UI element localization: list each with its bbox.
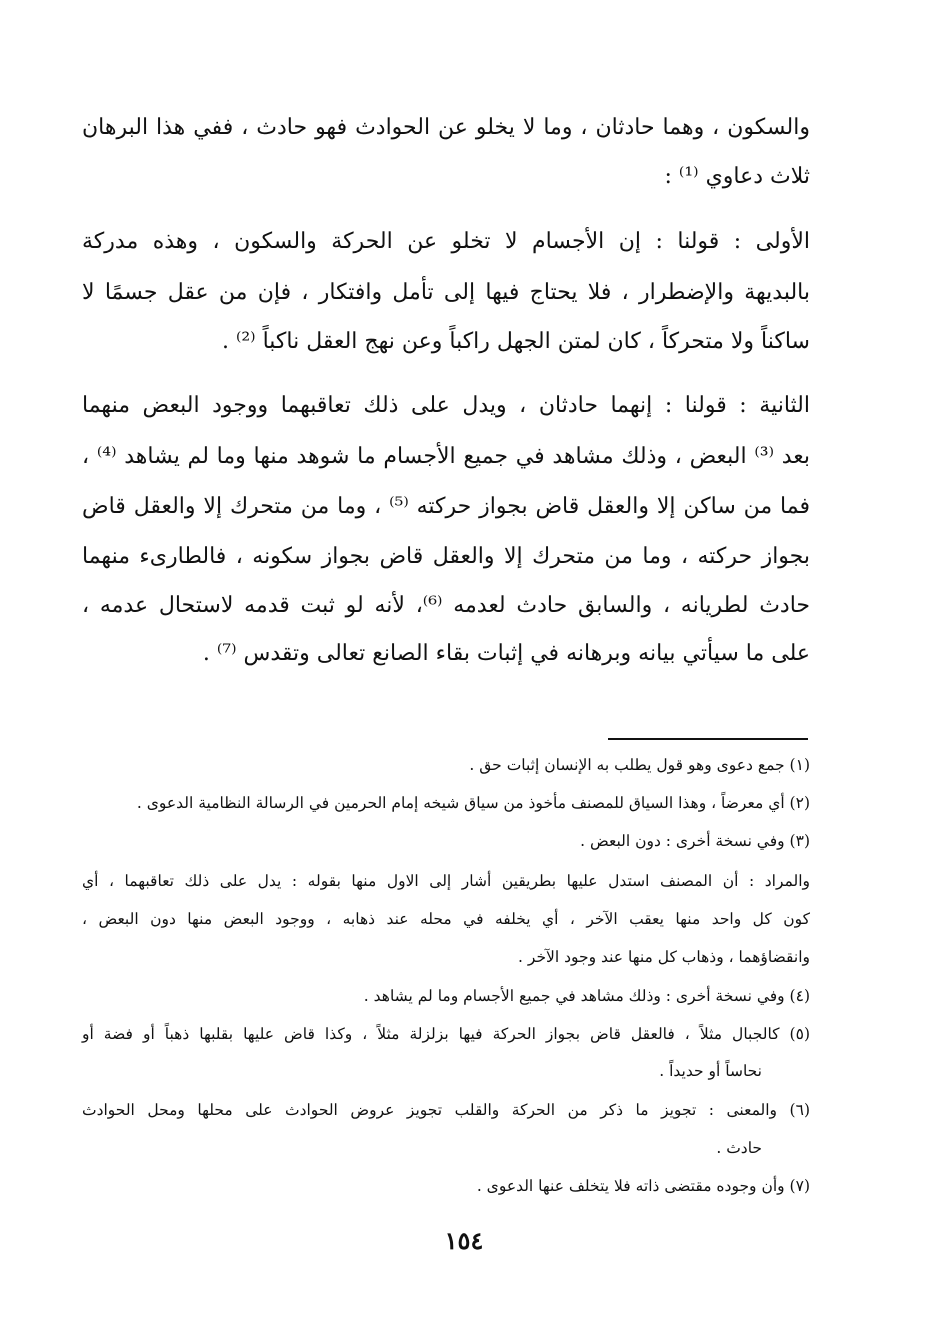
footnote-line: (٧) وأن وجوده مقتضى ذاته فلا يتخلف عنها الدعوى .	[476, 1177, 810, 1195]
text-line: ساكناً ولا متحركاً ، كان لمتن الجهل راكباً وعن نهج العقل ناكباً ⁽²⁾ .	[221, 329, 810, 354]
text-line: ثلاث دعاوي ⁽¹⁾ :	[664, 164, 810, 189]
footnote-line: وانقضاؤهما ، وذهاب كل منها عند وجود الآخر .	[518, 948, 810, 966]
main-text	[82, 0, 810, 700]
footnote-line: (١) جمع دعوى وهو قول يطلب به الإنسان إثبات حق .	[469, 756, 810, 774]
text-line: بعد ⁽³⁾ البعض ، وذلك مشاهد في جميع الأجسام ما شوهد منها وما لم يشاهد ⁽⁴⁾ ،	[82, 444, 811, 469]
footnote-line: نحاساً أو حديداً .	[659, 1062, 762, 1080]
footnote-line: حادث .	[716, 1139, 762, 1157]
footnote-line: (٤) وفي نسخة أخرى : وذلك مشاهد في جميع الأجسام وما لم يشاهد .	[363, 987, 810, 1005]
text-line: بالبديهة والإضطرار ، فلا يحتاج فيها إلى تأمل وافتكار ، فإن من عقل جسمًا لا	[82, 280, 810, 305]
footnote-separator	[608, 738, 808, 740]
text-line: بجواز حركته ، وما من متحرك إلا والعقل قاض بجواز سكونه ، فالطارىء منهما	[82, 544, 810, 569]
text-line: الثانية : قولنا : إنهما حادثان ، ويدل على ذلك تعاقبهما ووجود البعض منهما	[82, 393, 810, 418]
footnote-line: (٣) وفي نسخة أخرى : دون البعض .	[580, 832, 810, 850]
page-number: ١٥٤	[444, 1226, 484, 1255]
text-line: فما من ساكن إلا والعقل قاض بجواز حركته ⁽⁵⁾ ، وما من متحرك إلا والعقل قاض	[82, 494, 810, 519]
footnote-line: كون كل واحد منها يعقب الآخر ، أي يخلفه في محله عند ذهابه ، ووجود البعض منها دون البعض ،	[82, 910, 810, 928]
text-line: الأولى : قولنا : إن الأجسام لا تخلو عن الحركة والسكون ، وهذه مدركة	[82, 229, 810, 254]
footnote-line: (٦) والمعنى : تجويز ما ذكر من الحركة والقلب تجويز عروض الحوادث على محلها ومحل الحوادث	[82, 1101, 810, 1119]
text-line: والسكون ، وهما حادثان ، وما لا يخلو عن الحوادث فهو حادث ، ففي هذا البرهان	[82, 115, 810, 140]
footnote-line: والمراد : أن المصنف استدل عليها بطريقين أشار إلى الاول منها بقوله : يدل على ذلك تعاقبهما ، أي	[82, 872, 810, 890]
footnote-line: (٢) أي معرضاً ، وهذا السياق للمصنف مأخوذ من سياق شيخه إمام الحرمين في الرسالة النظامية الدعوى .	[136, 794, 810, 812]
text-line: على ما سيأتي بيانه وبرهانه في إثبات بقاء الصانع تعالى وتقدس ⁽⁷⁾ .	[202, 641, 810, 666]
text-line: حادث لطريانه ، والسابق حادث لعدمه ⁽⁶⁾، لأنه لو ثبت قدمه لاستحال عدمه ،	[82, 593, 811, 618]
footnote-line: (٥) كالجبال مثلاً ، فالعقل قاض بجواز الحركة فيها بزلزلة مثلاً ، وكذا قاض عليها بقلبها ذهباً أو فضة أو	[82, 1025, 810, 1043]
